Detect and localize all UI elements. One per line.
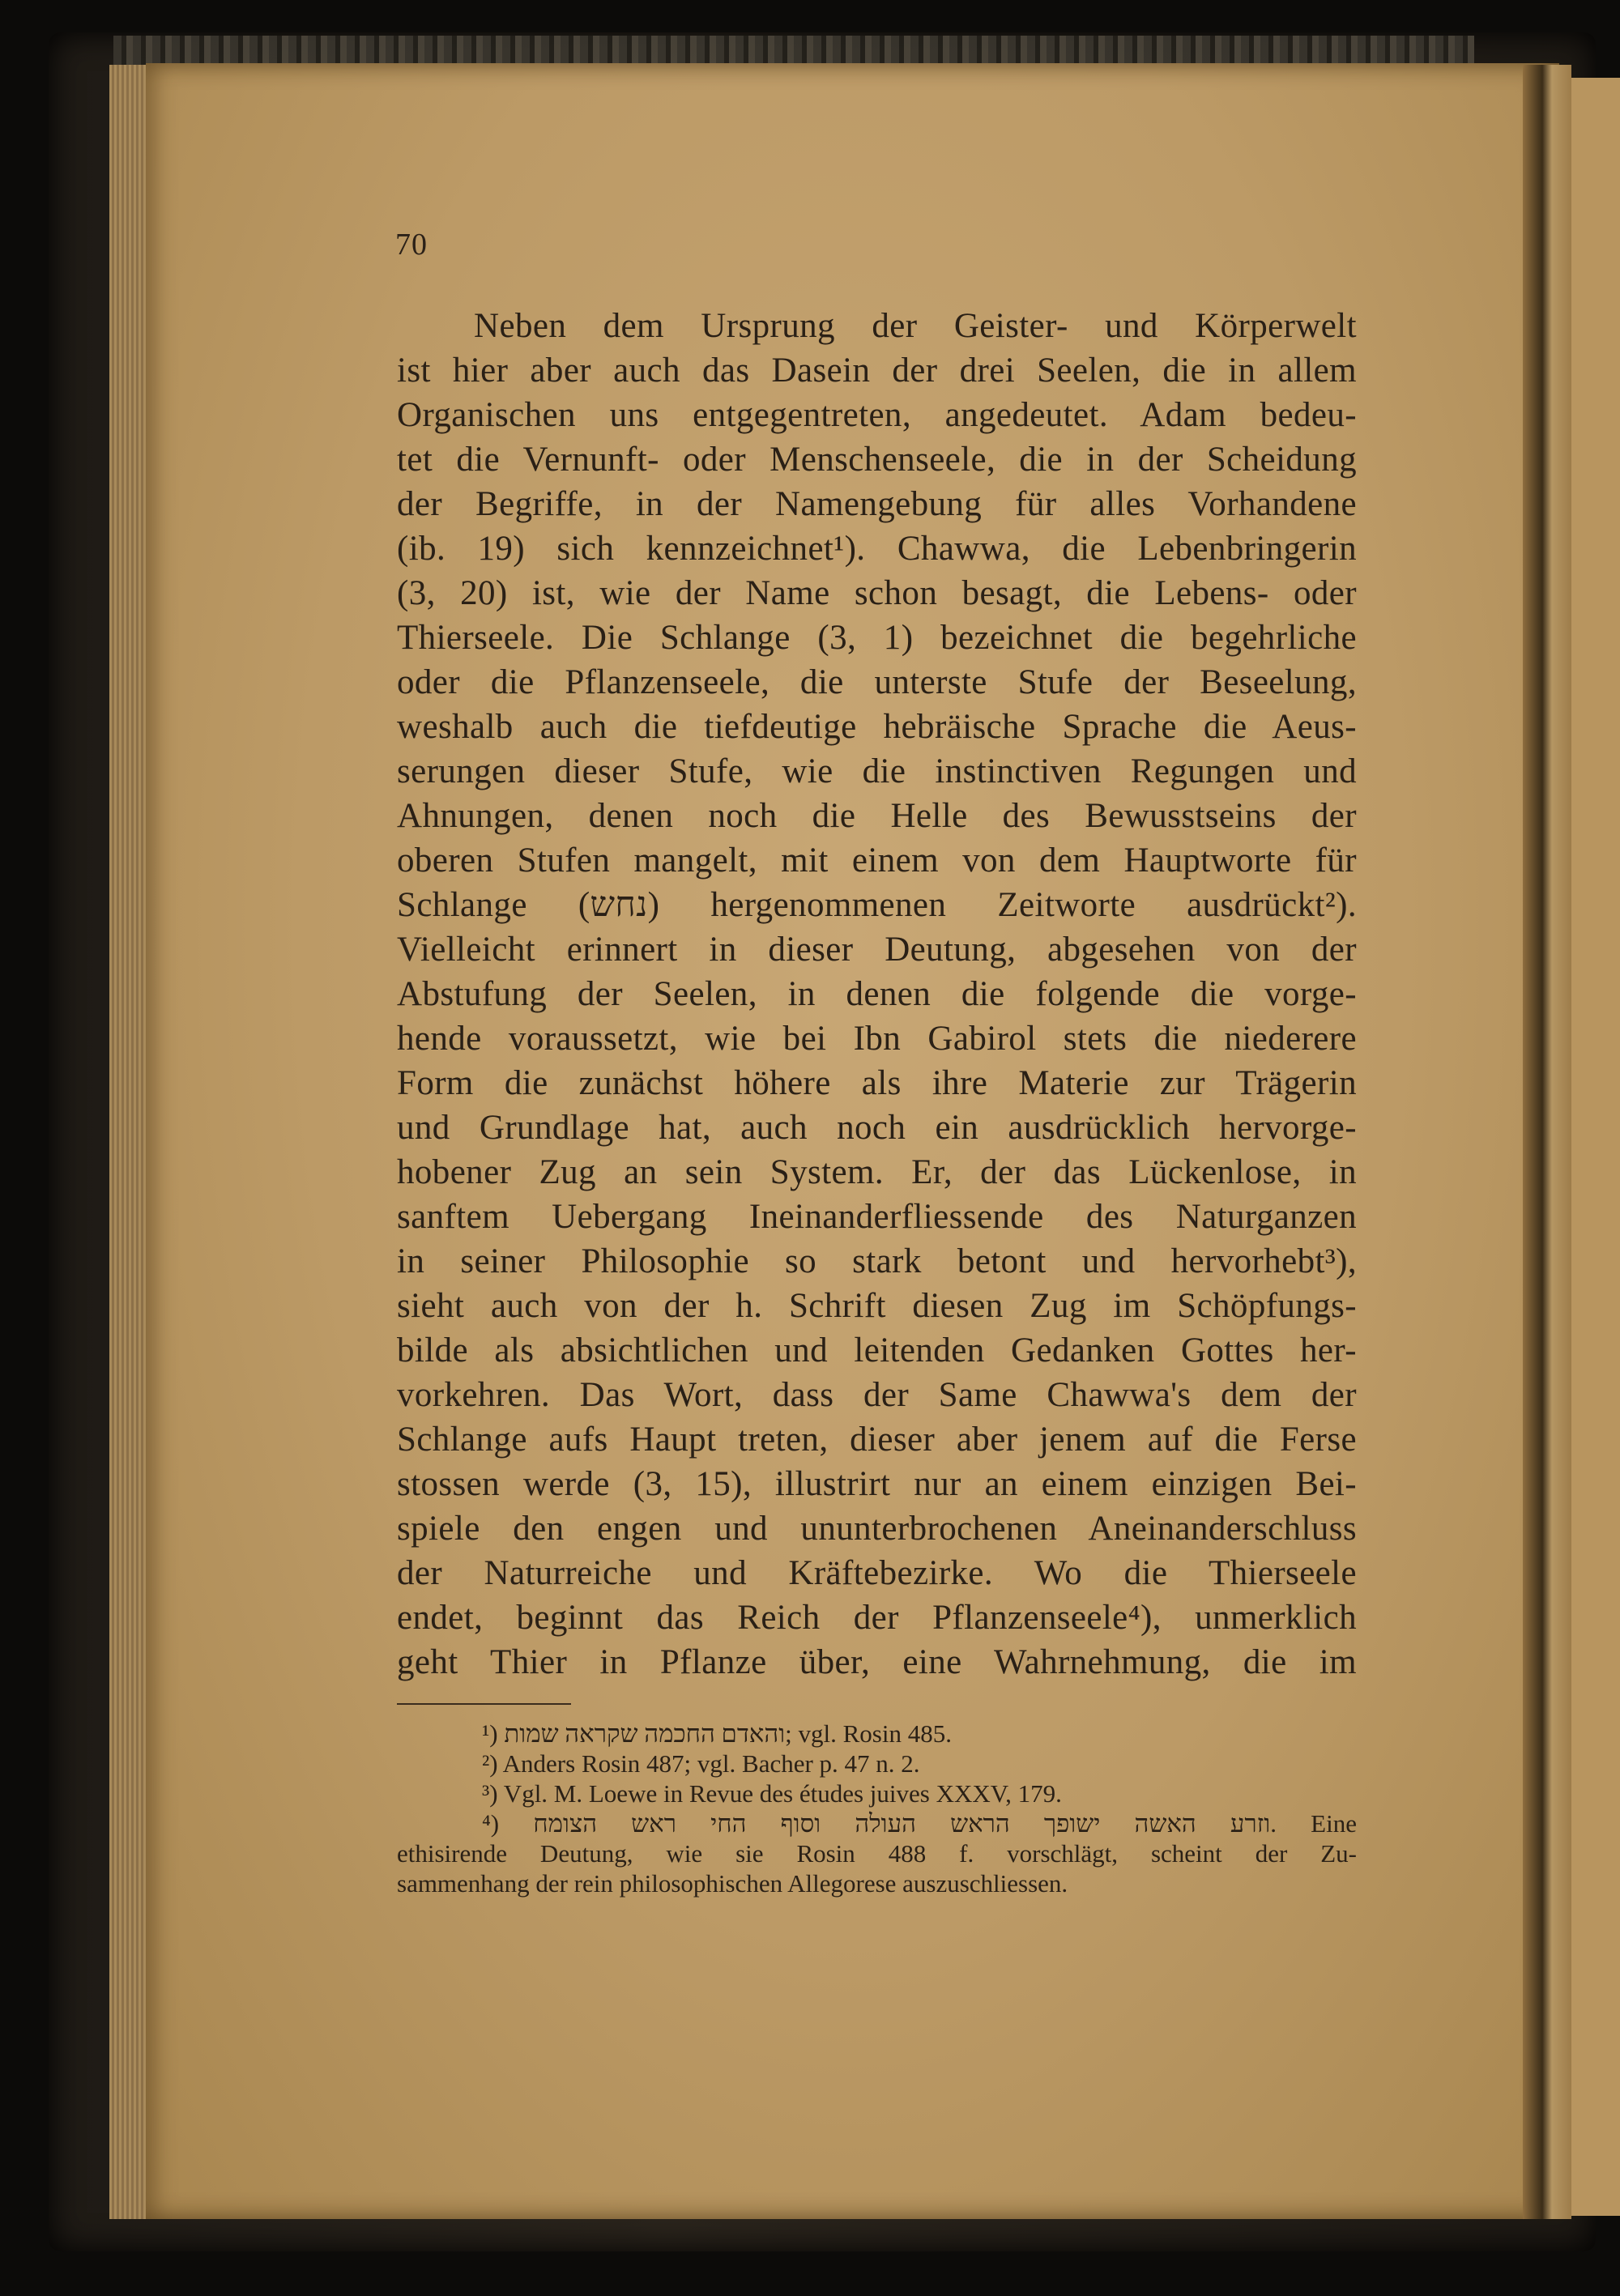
body-line: (ib. 19) sich kennzeichnet¹). Chawwa, die Lebenbringerin <box>397 530 1357 568</box>
body-line: ist hier aber auch das Dasein der drei Seelen, die in allem <box>397 351 1357 390</box>
body-line: der Begriffe, in der Namengebung für alles Vorhandene <box>397 485 1357 523</box>
footnote-4-continued: sammenhang der rein philosophischen Allegorese auszuschliessen. <box>397 1869 1068 1898</box>
footnote-4-continued: ethisirende Deutung, wie sie Rosin 488 f. vorschlägt, scheint der Zu- <box>397 1839 1357 1868</box>
body-line: Schlange aufs Haupt treten, dieser aber jenem auf die Ferse <box>397 1421 1357 1459</box>
body-line: Schlange (נחש) hergenommenen Zeitworte ausdrückt²). <box>397 886 1357 924</box>
body-line: Neben dem Ursprung der Geister- und Körperwelt <box>474 307 1357 345</box>
body-line: Thierseele. Die Schlange (3, 1) bezeichnet die begehrliche <box>397 619 1357 657</box>
footnote-1: ¹) והאדם החכמה שקראה שמות; vgl. Rosin 485. <box>482 1719 952 1748</box>
footnote-3: ³) Vgl. M. Loewe in Revue des études juives XXXV, 179. <box>482 1779 1062 1808</box>
body-line: Vielleicht erinnert in dieser Deutung, abgesehen von der <box>397 931 1357 969</box>
body-line: hobener Zug an sein System. Er, der das Lückenlose, in <box>397 1153 1357 1191</box>
footnote-2: ²) Anders Rosin 487; vgl. Bacher p. 47 n. 2. <box>482 1749 920 1778</box>
body-line: (3, 20) ist, wie der Name schon besagt, die Lebens- oder <box>397 574 1357 612</box>
body-line: bilde als absichtlichen und leitenden Gedanken Gottes her- <box>397 1331 1357 1370</box>
body-line: spiele den engen und ununterbrochenen Aneinanderschluss <box>397 1510 1357 1548</box>
body-line: hende voraussetzt, wie bei Ibn Gabirol stets die niederere <box>397 1020 1357 1058</box>
body-text <box>397 304 1357 1685</box>
footnote-rule <box>397 1703 571 1705</box>
body-line: stossen werde (3, 15), illustrirt nur an einem einzigen Bei- <box>397 1465 1357 1503</box>
footnotes <box>397 1719 1357 1898</box>
footnote-4: ⁴) וזרע האשה ישופך הראש העולה וסוף החי ראש הצומח. Eine <box>482 1809 1357 1838</box>
body-line: oberen Stufen mangelt, mit einem von dem Hauptworte für <box>397 841 1357 880</box>
body-line: oder die Pflanzenseele, die unterste Stufe der Beseelung, <box>397 663 1357 701</box>
body-line: geht Thier in Pflanze über, eine Wahrnehmung, die im <box>397 1643 1357 1681</box>
body-line: und Grundlage hat, auch noch ein ausdrücklich hervorge- <box>397 1109 1357 1147</box>
body-line: sanftem Uebergang Ineinanderfliessende des Naturganzen <box>397 1198 1357 1236</box>
facing-page-edge <box>1571 78 1620 2216</box>
body-line: Form die zunächst höhere als ihre Materie zur Trägerin <box>397 1064 1357 1102</box>
body-line: in seiner Philosophie so stark betont und hervorhebt³), <box>397 1242 1357 1280</box>
body-line: Abstufung der Seelen, in denen die folgende die vorge- <box>397 975 1357 1013</box>
page-number: 70 <box>395 228 428 262</box>
book-gutter <box>1523 65 1571 2219</box>
body-line: der Naturreiche und Kräftebezirke. Wo die Thierseele <box>397 1554 1357 1592</box>
body-line: endet, beginnt das Reich der Pflanzenseele⁴), unmerklich <box>397 1599 1357 1637</box>
body-line: Ahnungen, denen noch die Helle des Bewusstseins der <box>397 797 1357 835</box>
body-line: Organischen uns entgegentreten, angedeutet. Adam bedeu- <box>397 396 1357 434</box>
body-line: vorkehren. Das Wort, dass der Same Chawwa's dem der <box>397 1376 1357 1414</box>
body-line: sieht auch von der h. Schrift diesen Zug im Schöpfungs- <box>397 1287 1357 1325</box>
body-line: weshalb auch die tiefdeutige hebräische Sprache die Aeus- <box>397 708 1357 746</box>
body-line: tet die Vernunft- oder Menschenseele, die in der Scheidung <box>397 441 1357 479</box>
body-line: serungen dieser Stufe, wie die instinctiven Regungen und <box>397 752 1357 790</box>
